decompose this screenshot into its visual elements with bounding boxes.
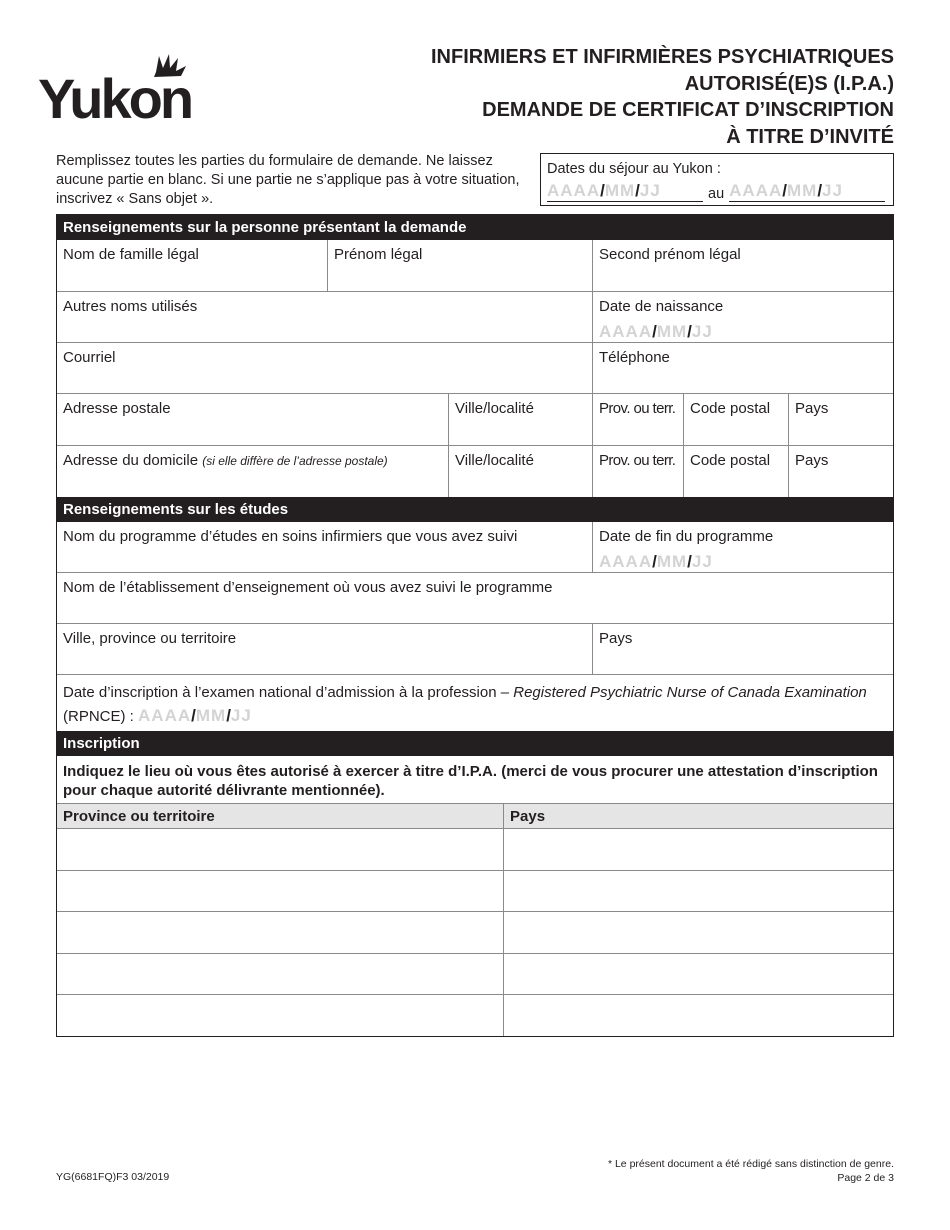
stay-dates-line (547, 182, 887, 202)
table-row (57, 911, 893, 953)
mailing-city-field[interactable] (448, 394, 592, 445)
date-hint-day: JJ (230, 706, 252, 725)
date-sep: / (652, 552, 657, 571)
mailing-country-field[interactable] (788, 394, 893, 445)
home-city-field[interactable] (448, 446, 592, 497)
date-hint-year: AAAA (599, 322, 653, 341)
logo-text: Yukon (38, 67, 192, 124)
date-sep: / (600, 181, 605, 200)
registration-instruction: Indiquez le lieu où vous êtes autorisé à exercer à titre d’I.P.A. (merci de vous procurer une attestation d’inscription pour chaque autorité délivrante mentionnée). (63, 763, 878, 799)
country-label: Pays (795, 452, 829, 469)
date-sep: / (635, 181, 640, 200)
middle-name-label: Second prénom légal (599, 246, 741, 263)
gender-note: * Le présent document a été rédigé sans distinction de genre. (607, 1158, 894, 1170)
institution-label: Nom de l’établissement d’enseignement où vous avez suivi le programme (63, 579, 553, 596)
country-cell[interactable] (504, 912, 893, 953)
province-label: Prov. ou terr. (599, 400, 676, 417)
province-cell[interactable] (57, 871, 504, 912)
city-label: Ville/localité (455, 452, 534, 469)
date-sep: / (817, 181, 823, 200)
exam-text: Date d’inscription à l’examen national d’admission à la profession – (63, 684, 514, 701)
last-name-field[interactable] (57, 240, 327, 291)
birth-date-field[interactable] (592, 292, 893, 342)
exam-date-field[interactable] (57, 674, 893, 731)
first-name-label: Prénom légal (334, 246, 423, 263)
stay-connector: au (708, 186, 725, 202)
application-form (56, 214, 894, 1037)
date-sep: / (652, 322, 657, 341)
education-country-label: Pays (599, 630, 633, 647)
form-code: YG(6681FQ)F3 03/2019 (56, 1171, 170, 1183)
home-address-note: (si elle diffère de l’adresse postale) (202, 454, 388, 468)
home-postal-code-field[interactable] (683, 446, 788, 497)
date-sep: / (191, 706, 196, 725)
date-hint-year: AAAA (547, 181, 601, 200)
home-country-field[interactable] (788, 446, 893, 497)
date-hint-year: AAAA (729, 181, 783, 200)
institution-field[interactable] (57, 573, 893, 623)
mailing-postal-code-field[interactable] (683, 394, 788, 445)
date-hint-year: AAAA (138, 706, 192, 725)
table-row (57, 828, 893, 870)
program-name-field[interactable] (57, 522, 592, 572)
date-hint-day: JJ (691, 552, 713, 571)
date-hint-month: MM (656, 552, 688, 571)
postal-code-label: Code postal (690, 452, 771, 469)
title-line-1: INFIRMIERS ET INFIRMIÈRES PSYCHIATRIQUES (431, 46, 894, 68)
city-label: Ville/localité (455, 400, 534, 417)
yukon-logo-mark (38, 52, 210, 124)
page-number: Page 2 de 3 (837, 1172, 894, 1184)
contact-row (57, 342, 893, 393)
date-sep: / (687, 322, 692, 341)
location-row (57, 623, 893, 674)
date-hint-day: JJ (639, 181, 661, 200)
country-cell[interactable] (504, 871, 893, 912)
form-title (431, 44, 894, 150)
table-row (57, 953, 893, 995)
country-label: Pays (795, 400, 829, 417)
date-sep: / (782, 181, 787, 200)
program-end-hint (599, 552, 887, 572)
date-hint-month: MM (786, 181, 818, 200)
col-country-header: Pays (510, 808, 546, 825)
home-address-field[interactable] (57, 446, 448, 497)
city-province-field[interactable] (57, 624, 592, 674)
stay-end-date-field[interactable] (729, 182, 885, 202)
name-row (57, 240, 893, 291)
table-row (57, 870, 893, 912)
province-label: Prov. ou terr. (599, 452, 676, 469)
date-hint-day: JJ (691, 322, 713, 341)
table-row (57, 994, 893, 1036)
birth-date-label: Date de naissance (599, 298, 724, 315)
date-hint-month: MM (195, 706, 227, 725)
registration-section-header: Inscription (57, 731, 893, 756)
email-label: Courriel (63, 349, 116, 366)
exam-abbr: (RPNCE) : (63, 708, 134, 725)
mailing-address-row (57, 393, 893, 445)
mailing-address-field[interactable] (57, 394, 448, 445)
stay-dates-box (540, 153, 894, 206)
mailing-province-field[interactable] (592, 394, 683, 445)
province-cell[interactable] (57, 954, 504, 995)
program-end-date-field[interactable] (592, 522, 893, 572)
intro-text: Remplissez toutes les parties du formulaire de demande. Ne laissez aucune partie en blanc. Si une partie ne s’applique pas à votre situation, inscrivez « Sans objet ». (56, 153, 520, 207)
home-address-row (57, 445, 893, 497)
last-name-label: Nom de famille légal (63, 246, 199, 263)
other-names-row (57, 291, 893, 342)
date-sep: / (687, 552, 692, 571)
province-cell[interactable] (57, 829, 504, 870)
yukon-logo (38, 52, 210, 124)
first-name-field[interactable] (327, 240, 592, 291)
date-hint-day: JJ (822, 181, 843, 200)
title-line-3: DEMANDE DE CERTIFICAT D’INSCRIPTION (482, 99, 894, 121)
col-province-header: Province ou territoire (57, 804, 504, 828)
phone-field[interactable] (592, 343, 893, 393)
country-cell[interactable] (504, 829, 893, 870)
stay-dates-label: Dates du séjour au Yukon : (547, 161, 721, 177)
province-cell[interactable] (57, 995, 504, 1036)
footer-right (608, 1157, 894, 1185)
education-country-field[interactable] (592, 624, 893, 674)
other-names-field[interactable] (57, 292, 592, 342)
title-line-4: À TITRE D’INVITÉ (726, 125, 894, 148)
stay-start-date-field[interactable] (547, 182, 703, 202)
program-row (57, 522, 893, 572)
program-end-label: Date de fin du programme (599, 528, 774, 545)
other-names-label: Autres noms utilisés (63, 298, 198, 315)
date-hint-month: MM (604, 181, 636, 200)
country-cell[interactable] (504, 995, 893, 1036)
registration-table-header (57, 803, 893, 828)
institution-row (57, 572, 893, 623)
phone-label: Téléphone (599, 349, 670, 366)
program-name-label: Nom du programme d’études en soins infirmiers que vous avez suivi (63, 528, 518, 545)
home-province-field[interactable] (592, 446, 683, 497)
mailing-address-label: Adresse postale (63, 400, 171, 417)
education-section-header: Renseignements sur les études (57, 497, 893, 522)
province-cell[interactable] (57, 912, 504, 953)
exam-date-hint (138, 708, 252, 725)
date-sep: / (226, 706, 231, 725)
email-field[interactable] (57, 343, 592, 393)
exam-name: Registered Psychiatric Nurse of Canada Examination (513, 684, 867, 701)
applicant-section-header: Renseignements sur la personne présentant la demande (57, 215, 893, 240)
city-province-label: Ville, province ou territoire (63, 630, 237, 647)
title-line-2: AUTORISÉ(E)S (I.P.A.) (684, 72, 894, 95)
birth-date-hint (599, 322, 887, 342)
date-hint-year: AAAA (599, 552, 653, 571)
country-cell[interactable] (504, 954, 893, 995)
date-hint-month: MM (656, 322, 688, 341)
middle-name-field[interactable] (592, 240, 893, 291)
postal-code-label: Code postal (690, 400, 771, 417)
home-address-label: Adresse du domicile (63, 452, 199, 469)
